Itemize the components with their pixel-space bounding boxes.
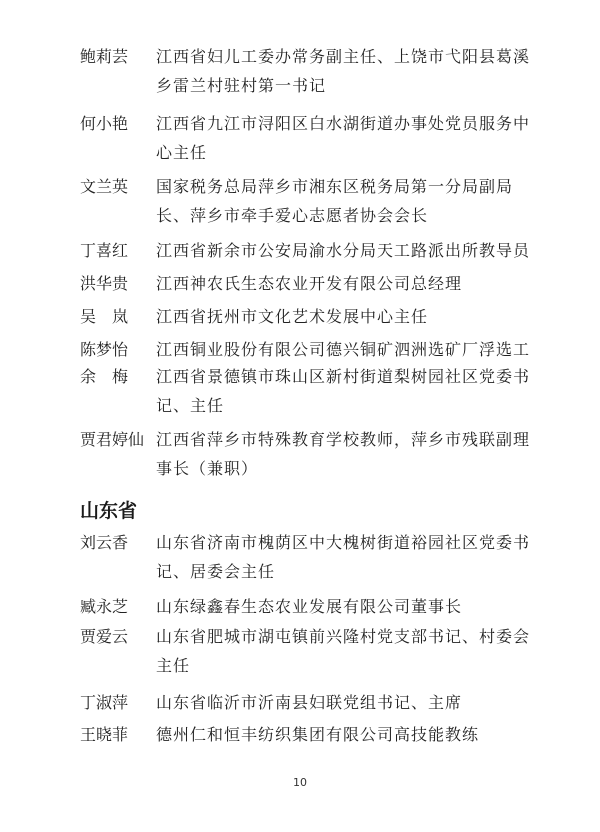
section-heading: 山东省	[80, 500, 138, 522]
person-title: 江西省景德镇市珠山区新村街道梨树园社区党委书记、主任	[156, 367, 531, 415]
person-name: 鲍莉芸	[80, 47, 129, 66]
person-name: 洪华贵	[80, 274, 129, 293]
person-name: 丁喜红	[80, 241, 129, 260]
person-title: 山东省肥城市湖屯镇前兴隆村党支部书记、村委会主任	[156, 627, 531, 675]
person-name: 刘云香	[80, 533, 129, 552]
person-name: 贾爱云	[80, 627, 129, 646]
person-title: 江西省抚州市文化艺术发展中心主任	[156, 307, 429, 326]
person-name: 臧永芝	[80, 597, 129, 616]
person-title: 江西省九江市浔阳区白水湖街道办事处党员服务中心主任	[156, 114, 531, 162]
person-title: 国家税务总局萍乡市湘东区税务局第一分局副局长、萍乡市牵手爱心志愿者协会会长	[156, 177, 514, 225]
person-title: 江西省新余市公安局渝水分局天工路派出所教导员	[156, 241, 531, 260]
person-name: 何小艳	[80, 114, 129, 133]
page-number: 10	[293, 776, 307, 789]
person-title: 德州仁和恒丰纺织集团有限公司高技能教练	[156, 725, 480, 744]
person-name: 陈梦怡	[80, 340, 129, 359]
person-title: 江西神农氏生态农业开发有限公司总经理	[156, 274, 463, 293]
person-name: 贾君婷仙	[80, 430, 145, 449]
person-title: 山东省济南市槐荫区中大槐树街道裕园社区党委书记、居委会主任	[156, 533, 531, 581]
person-name: 王晓菲	[80, 725, 129, 744]
person-title: 江西省萍乡市特殊教育学校教师，萍乡市残联副理事长（兼职）	[156, 430, 531, 478]
person-title: 江西省妇儿工委办常务副主任、上饶市弋阳县葛溪乡雷兰村驻村第一书记	[156, 47, 531, 95]
person-title: 山东绿鑫春生态农业发展有限公司董事长	[156, 597, 463, 616]
person-title: 山东省临沂市沂南县妇联党组书记、主席	[156, 693, 463, 712]
person-title: 江西铜业股份有限公司德兴铜矿泗洲选矿厂浮选工	[156, 340, 531, 359]
person-name: 吴 岚	[80, 307, 129, 326]
person-name: 余 梅	[80, 367, 129, 386]
person-name: 丁淑萍	[80, 693, 129, 712]
person-name: 文兰英	[80, 177, 129, 196]
